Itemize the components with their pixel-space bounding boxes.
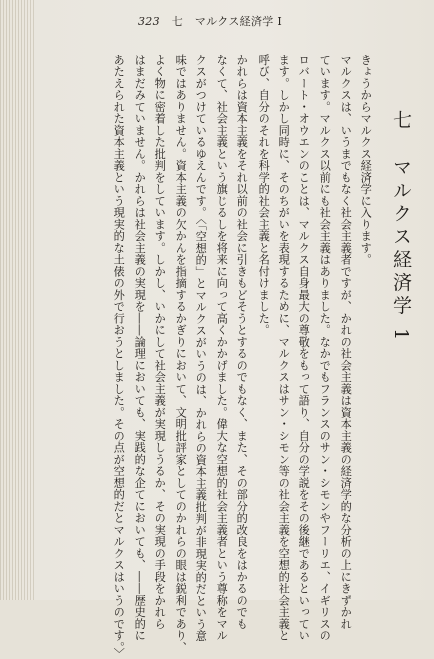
page-number: 323 bbox=[138, 15, 160, 28]
running-head-title: マルクス経済学 I bbox=[194, 15, 283, 28]
text-column: なくて、社会主義という旗じるしを将来に向って高くかかげました。偉大な空想的社会主義者という尊称をマル bbox=[215, 54, 229, 642]
text-column: あたえられた資本主義という現実的な土俵の外で行おうとしました。その点が空想的だとマルクスはいうのです。〉 bbox=[112, 54, 126, 659]
chapter-title: マルクス経済学 1 bbox=[390, 157, 412, 345]
chapter-heading bbox=[388, 110, 415, 344]
text-column: よく物に密着した批判をしています。しかし、いかにして社会主義が実現しうるか、その実現の手段をかれら bbox=[153, 54, 167, 630]
text-column: ます。しかし同時に、そのちがいを表現するために、マルクスはサン・シモン等の社会主義を空想的社会主義と bbox=[277, 54, 291, 642]
text-column: 味ではありません。資本主義の欠かんを指摘するかぎりにおいて、文明批評家としてのかれらの眼は鋭利であり、 bbox=[174, 54, 188, 654]
running-head bbox=[138, 13, 282, 29]
page-edges bbox=[0, 0, 34, 600]
text-column: ています。マルクス以前にも社会主義はありました。なかでもフランスのサン・シモンやフーリエ、イギリスの bbox=[318, 54, 332, 642]
text-column: マルクスは、いうまでもなく社会主義者ですが、かれの社会主義は資本主義の経済学的な分析の上にきずかれ bbox=[339, 54, 353, 630]
text-column: 呼び、自分のそれを科学的社会主義と名付けました。 bbox=[257, 54, 271, 336]
text-column: ロバート・オウエンのことは、マルクス自身最大の尊敬をもって語り、自分の学説をその後継であるといってい bbox=[297, 54, 311, 642]
running-head-chapter-number: 七 bbox=[171, 15, 184, 28]
text-column: はまだみていません。かれらは社会主義の実現を――論理においても、実践的な企てにおいても、――歴史的に bbox=[133, 54, 147, 642]
text-column: かれらは資本主義をそれ以前の社会に引きもどそうとするのでもなく、また、その部分的改良をはかるのでも bbox=[235, 54, 249, 630]
chapter-number: 七 bbox=[390, 110, 412, 133]
text-column: きょうからマルクス経済学に入ります。 bbox=[359, 54, 373, 266]
text-column: クスがつけているゆえんです。〈「空想的」とマルクスがいうのは、かれらの資本主義批判が非現実的だという意 bbox=[194, 54, 208, 643]
